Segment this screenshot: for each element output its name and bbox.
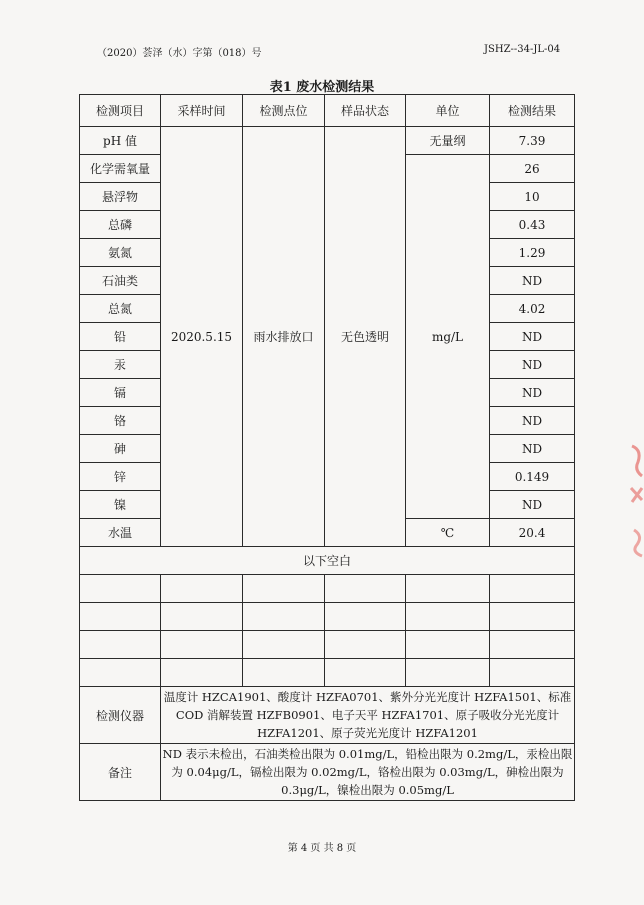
seal-stroke [634, 530, 642, 556]
instruments-text: 温度计 HZCA1901、酸度计 HZFA0701、紫外分光光度计 HZFA1501、标准 COD 消解装置 HZFB0901、电子天平 HZFA1701、原子吸收分光光度计 HZFA1201、原子荧光光度计 HZFA1201 [161, 687, 575, 744]
remarks-label: 备注 [80, 744, 161, 801]
result-cell: 0.43 [490, 211, 575, 239]
test-item: 镍 [80, 491, 161, 519]
form-code: JSHZ--34-JL-04 [484, 44, 561, 55]
result-cell: 26 [490, 155, 575, 183]
test-item: 铬 [80, 407, 161, 435]
seal-stroke [631, 488, 642, 502]
empty-row [80, 631, 575, 659]
sample-state: 无色透明 [325, 127, 406, 547]
test-item: 氨氮 [80, 239, 161, 267]
test-item: 化学需氧量 [80, 155, 161, 183]
test-item: 总磷 [80, 211, 161, 239]
test-item: 镉 [80, 379, 161, 407]
unit-cell: ℃ [406, 519, 490, 547]
sampling-point: 雨水排放口 [243, 127, 325, 547]
result-cell: ND [490, 491, 575, 519]
column-header: 单位 [406, 95, 490, 127]
result-cell: ND [490, 323, 575, 351]
sampling-time: 2020.5.15 [161, 127, 243, 547]
column-header: 样品状态 [325, 95, 406, 127]
blank-note-row [80, 547, 575, 575]
table-row [80, 127, 575, 155]
test-item: 砷 [80, 435, 161, 463]
unit-cell: mg/L [406, 155, 490, 519]
result-cell: 0.149 [490, 463, 575, 491]
test-item: 水温 [80, 519, 161, 547]
test-item: 锌 [80, 463, 161, 491]
column-header: 检测结果 [490, 95, 575, 127]
test-item: 石油类 [80, 267, 161, 295]
result-cell: ND [490, 435, 575, 463]
result-cell: 10 [490, 183, 575, 211]
wastewater-results-table [79, 94, 575, 801]
result-cell: ND [490, 379, 575, 407]
table-title: 表1 废水检测结果 [269, 80, 375, 95]
test-item: pH 值 [80, 127, 161, 155]
instruments-label: 检测仪器 [80, 687, 161, 744]
remarks-row [80, 744, 575, 801]
table-header-row [80, 95, 575, 127]
result-cell: 1.29 [490, 239, 575, 267]
column-header: 检测项目 [80, 95, 161, 127]
column-header: 检测点位 [243, 95, 325, 127]
result-cell: ND [490, 351, 575, 379]
seal-stroke [632, 446, 642, 476]
unit-cell: 无量纲 [406, 127, 490, 155]
test-item: 铅 [80, 323, 161, 351]
red-seal-stamp [628, 440, 644, 560]
result-cell: ND [490, 267, 575, 295]
test-item: 总氮 [80, 295, 161, 323]
result-cell: 20.4 [490, 519, 575, 547]
blank-note: 以下空白 [80, 547, 575, 575]
column-header: 采样时间 [161, 95, 243, 127]
test-item: 汞 [80, 351, 161, 379]
instruments-row [80, 687, 575, 744]
result-cell: ND [490, 407, 575, 435]
page-number: 第 4 页 共 8 页 [287, 843, 357, 854]
test-item: 悬浮物 [80, 183, 161, 211]
remarks-text: ND 表示未检出，石油类检出限为 0.01mg/L，铅检出限为 0.2mg/L，汞检出限为 0.04μg/L，镉检出限为 0.02mg/L，铬检出限为 0.03mg/L，砷检出限为 0.3μg/L，镍检出限为 0.05mg/L [161, 744, 575, 801]
empty-row [80, 659, 575, 687]
document-reference: （2020）荟泽（水）字第（018）号 [97, 48, 262, 59]
empty-row [80, 575, 575, 603]
empty-row [80, 603, 575, 631]
result-cell: 4.02 [490, 295, 575, 323]
result-cell: 7.39 [490, 127, 575, 155]
